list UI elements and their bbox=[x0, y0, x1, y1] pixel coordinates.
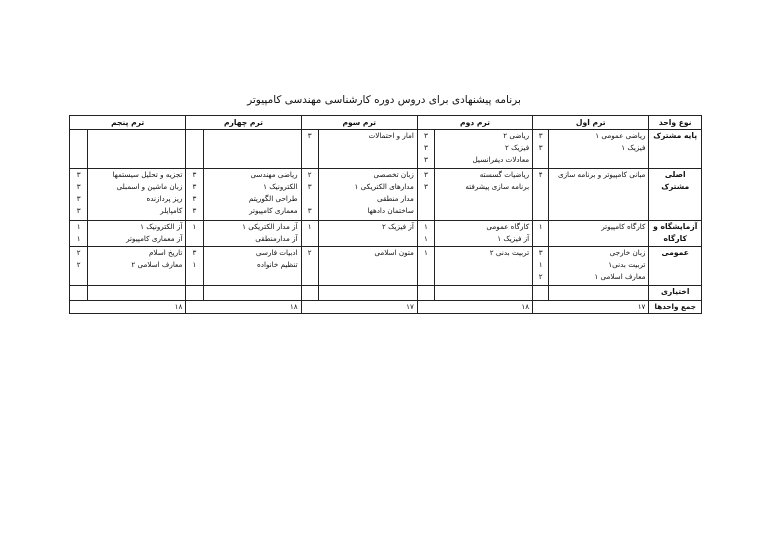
term1-courses bbox=[549, 247, 649, 286]
unit-count: ۱ bbox=[307, 222, 312, 231]
term2-units bbox=[417, 221, 434, 247]
term5-units bbox=[70, 221, 88, 247]
empty-cell bbox=[318, 286, 417, 301]
term5-courses bbox=[88, 247, 186, 286]
unit-count: ۱ bbox=[192, 222, 197, 231]
unit-count: ۱ bbox=[424, 248, 428, 257]
term5-units bbox=[70, 130, 88, 169]
course-name: آز فیزیک ۱ bbox=[497, 234, 530, 243]
term2-courses bbox=[435, 169, 533, 221]
header-type: نوع واحد bbox=[649, 116, 702, 130]
unit-count: ۲ bbox=[76, 260, 81, 269]
row-label: جمع واحدها bbox=[649, 301, 702, 314]
unit-count: ۴ bbox=[538, 170, 543, 179]
unit-count: ۳ bbox=[424, 182, 428, 191]
term4-courses bbox=[203, 169, 301, 221]
term4-units bbox=[186, 221, 203, 247]
course-name: کارگاه کامپیوتر bbox=[601, 222, 646, 231]
row-omumi bbox=[70, 247, 702, 286]
course-name: ادبیات فارسی bbox=[255, 248, 298, 257]
term5-units bbox=[70, 247, 88, 286]
header-term2: ترم دوم bbox=[417, 116, 532, 130]
row-azmayeshgah bbox=[70, 221, 702, 247]
unit-count: ۳ bbox=[424, 131, 428, 140]
term5-courses bbox=[88, 221, 186, 247]
course-name: تنظیم خانواده bbox=[256, 260, 298, 269]
course-name: متون اسلامی bbox=[374, 248, 414, 257]
unit-count: ۳ bbox=[424, 170, 428, 179]
term4-courses bbox=[203, 221, 301, 247]
term3-courses bbox=[318, 247, 417, 286]
course-name: ریاضی ۲ bbox=[503, 131, 530, 140]
unit-count: ۲ bbox=[307, 248, 312, 257]
term1-units bbox=[533, 169, 549, 221]
course-name: آز الکترونیک ۱ bbox=[140, 222, 183, 231]
course-name: آز مدار الکتریکی ۱ bbox=[242, 222, 298, 231]
term1-total: ۱۷ bbox=[533, 301, 649, 314]
row-label: اصلی مشترک bbox=[649, 169, 702, 221]
unit-count: ۱ bbox=[76, 222, 81, 231]
empty-cell bbox=[88, 286, 186, 301]
course-name: معارف اسلامی ۱ bbox=[594, 272, 646, 281]
term4-courses bbox=[203, 247, 301, 286]
empty-cell bbox=[533, 286, 549, 301]
unit-count: ۱ bbox=[192, 260, 197, 269]
empty-cell bbox=[70, 286, 88, 301]
empty-cell bbox=[203, 286, 301, 301]
row-label: اختیاری bbox=[649, 286, 702, 301]
header-term5: ترم پنجم bbox=[70, 116, 186, 130]
term3-total: ۱۷ bbox=[301, 301, 417, 314]
row-paye bbox=[70, 130, 702, 169]
course-name: آز مدارمنطقی bbox=[255, 234, 298, 243]
header-term4: ترم چهارم bbox=[186, 116, 301, 130]
term2-units bbox=[417, 247, 434, 286]
unit-count: ۳ bbox=[192, 206, 197, 215]
course-plan-table bbox=[69, 115, 702, 314]
unit-count: ۳ bbox=[192, 182, 197, 191]
unit-count: ۳ bbox=[192, 170, 197, 179]
term2-units bbox=[417, 130, 434, 169]
unit-count: ۲ bbox=[307, 170, 312, 179]
term5-courses bbox=[88, 130, 186, 169]
term1-units bbox=[533, 221, 549, 247]
course-name: مدار منطقی bbox=[376, 194, 414, 203]
term5-total: ۱۸ bbox=[70, 301, 186, 314]
unit-count: ۳ bbox=[424, 155, 428, 164]
course-name: ریاضیات گسسته bbox=[479, 170, 530, 179]
term3-units bbox=[301, 169, 318, 221]
course-name: ریاضی عمومی ۱ bbox=[595, 131, 646, 140]
course-name: مدارهای الکتریکی ۱ bbox=[354, 182, 414, 191]
unit-count bbox=[305, 193, 315, 205]
term5-units bbox=[70, 169, 88, 221]
page-title: برنامه پیشنهادی برای دروس دوره کارشناسی مهندسی کامپیوتر bbox=[247, 94, 521, 106]
course-name: فیزیک ۲ bbox=[504, 143, 530, 152]
row-label: پایه مشترک bbox=[649, 130, 702, 169]
row-total bbox=[70, 301, 702, 314]
unit-count: ۳ bbox=[538, 131, 543, 140]
header-term1: ترم اول bbox=[533, 116, 649, 130]
term1-units bbox=[533, 247, 549, 286]
term4-units bbox=[186, 247, 203, 286]
unit-count: ۲ bbox=[76, 248, 81, 257]
course-name: زبان ماشین و اسمبلی bbox=[116, 182, 183, 191]
unit-count: ۱ bbox=[538, 222, 543, 231]
course-name: مبانی کامپیوتر و برنامه سازی bbox=[557, 170, 646, 179]
row-ekhtiari bbox=[70, 286, 702, 301]
unit-count bbox=[189, 233, 199, 245]
term1-courses bbox=[549, 221, 649, 247]
term4-units bbox=[186, 169, 203, 221]
unit-count: ۳ bbox=[538, 143, 543, 152]
unit-count: ۱ bbox=[424, 222, 428, 231]
course-name: فیزیک ۱ bbox=[621, 143, 646, 152]
unit-count: ۳ bbox=[192, 248, 197, 257]
term4-units bbox=[186, 130, 203, 169]
course-name: ریاضی مهندسی bbox=[250, 170, 298, 179]
course-name: امار و احتمالات bbox=[368, 131, 414, 140]
term3-courses bbox=[318, 130, 417, 169]
unit-count: ۲ bbox=[538, 272, 543, 281]
course-name: معادلات دیفرانسیل bbox=[472, 155, 530, 164]
course-name: طراحی الگوریتم bbox=[248, 194, 298, 203]
course-name: تربیت بدنی ۲ bbox=[489, 248, 530, 257]
course-name: آز معماری کامپیوتر bbox=[126, 234, 183, 243]
term1-courses bbox=[549, 130, 649, 169]
header-term3: ترم سوم bbox=[301, 116, 417, 130]
unit-count: ۳ bbox=[76, 194, 81, 203]
unit-count: ۳ bbox=[307, 182, 312, 191]
term2-total: ۱۸ bbox=[417, 301, 532, 314]
term5-courses bbox=[88, 169, 186, 221]
course-name: برنامه سازی پیشرفته bbox=[465, 182, 530, 191]
course-name: الکترونیک ۱ bbox=[263, 182, 298, 191]
course-name: ریز پردازنده bbox=[146, 194, 183, 203]
unit-count: ۳ bbox=[307, 206, 312, 215]
term4-total: ۱۸ bbox=[186, 301, 301, 314]
unit-count: ۳ bbox=[76, 182, 81, 191]
term2-courses bbox=[435, 130, 533, 169]
empty-cell bbox=[417, 286, 434, 301]
term1-units bbox=[533, 130, 549, 169]
empty-cell bbox=[435, 286, 533, 301]
term3-courses bbox=[318, 169, 417, 221]
term1-courses bbox=[549, 169, 649, 221]
term3-courses bbox=[318, 221, 417, 247]
unit-count: ۱ bbox=[424, 234, 428, 243]
course-name: معارف اسلامی ۲ bbox=[131, 260, 183, 269]
term3-units bbox=[301, 221, 318, 247]
unit-count: ۳ bbox=[192, 194, 197, 203]
unit-count: ۳ bbox=[76, 206, 81, 215]
unit-count: ۱ bbox=[76, 234, 81, 243]
course-name: معماری کامپیوتر bbox=[249, 206, 298, 215]
course-name: زبان تخصصی bbox=[373, 170, 414, 179]
unit-count: ۱ bbox=[538, 260, 543, 269]
course-name: زبان خارجی bbox=[609, 248, 646, 257]
course-name: تجزیه و تحلیل سیستمها bbox=[112, 170, 183, 179]
course-name: تاریخ اسلام bbox=[148, 248, 183, 257]
term2-courses bbox=[435, 221, 533, 247]
course-name: آز فیزیک ۲ bbox=[381, 222, 414, 231]
empty-cell bbox=[549, 286, 649, 301]
term3-units bbox=[301, 130, 318, 169]
header-row bbox=[70, 116, 702, 130]
row-label: آزمایشگاه و کارگاه bbox=[649, 221, 702, 247]
term2-units bbox=[417, 169, 434, 221]
unit-count: ۳ bbox=[307, 131, 312, 140]
row-asli bbox=[70, 169, 702, 221]
course-name: کارگاه عمومی bbox=[486, 222, 530, 231]
course-name: کامپایلر bbox=[160, 206, 183, 215]
row-label: عمومی bbox=[649, 247, 702, 286]
course-name: ساختمان دادهها bbox=[367, 206, 414, 215]
empty-cell bbox=[301, 286, 318, 301]
unit-count: ۳ bbox=[424, 143, 428, 152]
term3-units bbox=[301, 247, 318, 286]
term2-courses bbox=[435, 247, 533, 286]
term4-courses bbox=[203, 130, 301, 169]
unit-count: ۳ bbox=[76, 170, 81, 179]
course-name: تربیت بدنی۱ bbox=[608, 260, 646, 269]
empty-cell bbox=[186, 286, 203, 301]
unit-count: ۳ bbox=[538, 248, 543, 257]
